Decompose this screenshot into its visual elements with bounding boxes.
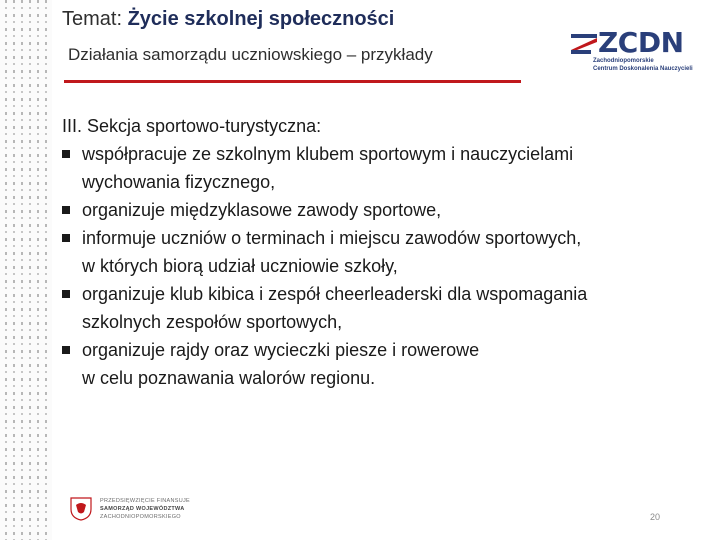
topic-value: Życie szkolnej społeczności (127, 8, 395, 30)
section-content (62, 112, 702, 392)
square-bullet-icon (62, 290, 70, 298)
list-item-line: wychowania fizycznego, (82, 172, 276, 192)
list-item-line: organizuje klub kibica i zespół cheerleaderski dla wspomagania (82, 284, 588, 304)
logo-name: ZCDN (598, 26, 684, 59)
page-title (62, 8, 394, 31)
handwriting-decoration (0, 0, 52, 540)
list-item-line: organizuje międzyklasowe zawody sportowe, (82, 200, 442, 220)
list-item (62, 280, 702, 336)
list-item-line: w których biorą udział uczniowie szkoły, (82, 256, 398, 276)
zcdn-logo-mark-icon (571, 30, 597, 54)
topic-label: Temat: (62, 8, 123, 30)
zcdn-logo (571, 26, 693, 76)
title-underline (64, 80, 521, 83)
sponsor-logo (70, 495, 190, 525)
list-item-line: organizuje rajdy oraz wycieczki piesze i rowerowe (82, 340, 480, 360)
sponsor-line-3: ZACHODNIOPOMORSKIEGO (100, 514, 181, 520)
square-bullet-icon (62, 346, 70, 354)
list-item-line: w celu poznawania walorów regionu. (82, 368, 376, 388)
page-number: 20 (650, 512, 661, 522)
list-item (62, 224, 702, 280)
square-bullet-icon (62, 150, 70, 158)
logo-line-2: Centrum Doskonalenia Nauczycieli (593, 66, 693, 72)
coat-of-arms-icon (70, 497, 92, 521)
section-heading: III. Sekcja sportowo-turystyczna: (62, 116, 322, 136)
list-item (62, 196, 702, 224)
list-item-line: szkolnych zespołów sportowych, (82, 312, 343, 332)
list-item-line: informuje uczniów o terminach i miejscu zawodów sportowych, (82, 228, 582, 248)
square-bullet-icon (62, 234, 70, 242)
sponsor-line-1: PRZEDSIĘWZIĘCIE FINANSUJE (100, 498, 191, 504)
list-item (62, 336, 702, 392)
list-item (62, 140, 702, 196)
page-subtitle: Działania samorządu uczniowskiego – przykłady (68, 45, 433, 64)
list-item-line: współpracuje ze szkolnym klubem sportowym i nauczycielami (82, 144, 574, 164)
square-bullet-icon (62, 206, 70, 214)
sponsor-line-2: SAMORZĄD WOJEWÓDZTWA (100, 506, 185, 512)
logo-line-1: Zachodniopomorskie (593, 58, 654, 64)
